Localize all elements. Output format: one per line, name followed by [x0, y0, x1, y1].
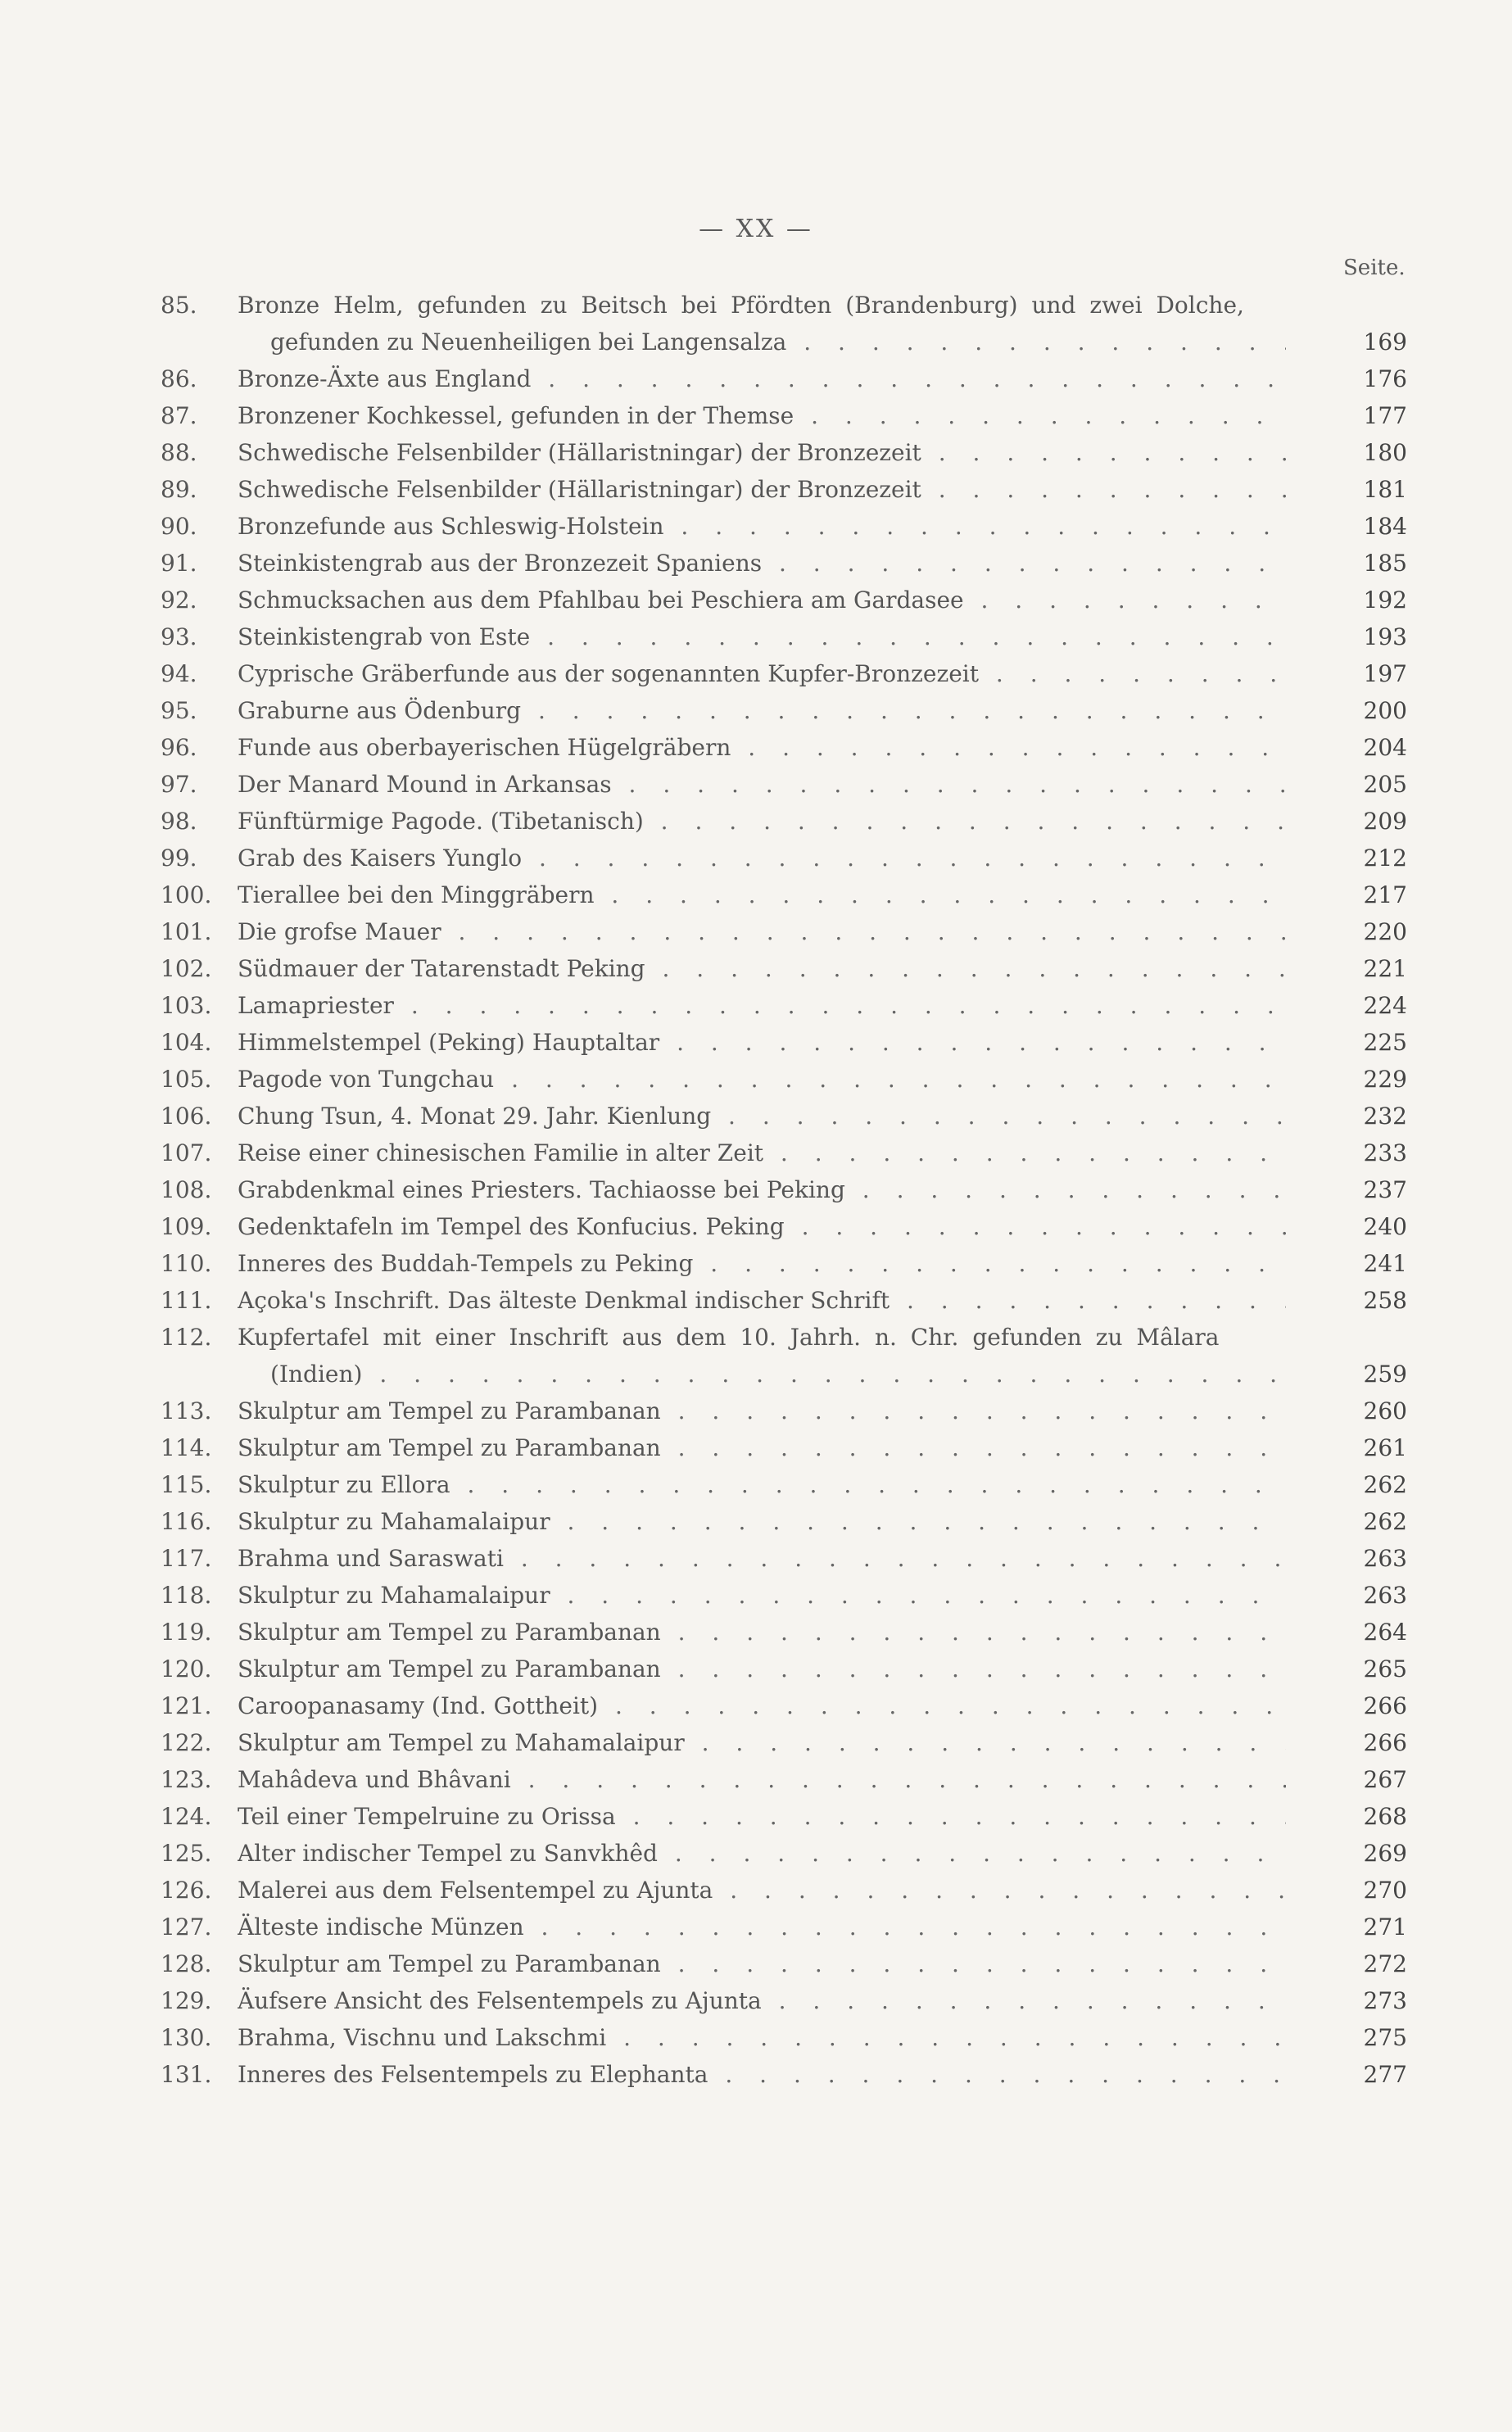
entry-page-number: 233: [1363, 1139, 1407, 1166]
entry-page-number: 273: [1363, 1987, 1407, 2014]
entry-number: 131.: [161, 2061, 212, 2088]
entry-number: 97.: [161, 771, 197, 798]
toc-entry: [0, 1651, 1512, 1687]
entry-page-number: 266: [1363, 1692, 1407, 1719]
entry-title: Skulptur am Tempel zu Parambanan . . .: [238, 1393, 1286, 1429]
entry-page-number: 269: [1363, 1840, 1407, 1867]
toc-entry: [0, 508, 1512, 545]
entry-page-number: 270: [1363, 1877, 1407, 1904]
toc-entry: [0, 692, 1512, 729]
toc-entry: [0, 1393, 1512, 1429]
entry-number: 109.: [161, 1213, 212, 1240]
toc-entry: [0, 876, 1512, 913]
entry-title: Steinkistengrab von Este . . .: [238, 618, 1286, 655]
page-column-label: Seite.: [1343, 256, 1406, 280]
entry-number: 121.: [161, 1692, 212, 1719]
entry-number: 94.: [161, 660, 197, 687]
entry-number: 103.: [161, 992, 212, 1019]
entry-number: 122.: [161, 1729, 212, 1756]
entry-title: Tierallee bei den Minggräbern . . .: [238, 876, 1286, 913]
toc-entry: [0, 1208, 1512, 1245]
entry-page-number: 265: [1363, 1655, 1407, 1682]
entry-page-number: 193: [1363, 623, 1407, 650]
entry-page-number: 259: [1363, 1361, 1407, 1388]
entry-number: 128.: [161, 1950, 212, 1977]
entry-title: Bronzefunde aus Schleswig-Holstein . . .: [238, 508, 1286, 545]
entry-page-number: 263: [1363, 1582, 1407, 1609]
toc-entry: [0, 729, 1512, 766]
toc-entry: [0, 1687, 1512, 1724]
entry-page-number: 209: [1363, 808, 1407, 835]
entry-page-number: 185: [1363, 550, 1407, 577]
entry-title: Graburne aus Ödenburg . . .: [238, 692, 1286, 729]
toc-entry: [0, 950, 1512, 987]
toc-entry: [0, 397, 1512, 434]
toc-entry: [0, 655, 1512, 692]
entry-number: 120.: [161, 1655, 212, 1682]
entry-page-number: 241: [1363, 1250, 1407, 1277]
entry-title: Der Manard Mound in Arkansas . . .: [238, 766, 1286, 803]
toc-entry: [0, 1503, 1512, 1540]
entry-title: Steinkistengrab aus der Bronzezeit Spaniens . . .: [238, 545, 1286, 582]
entry-title-line2: (Indien) . . .: [270, 1356, 1286, 1393]
entry-title-line2: gefunden zu Neuenheiligen bei Langensalza . . .: [270, 324, 1286, 360]
entry-page-number: 204: [1363, 734, 1407, 761]
entry-page-number: 225: [1363, 1029, 1407, 1056]
entry-page-number: 200: [1363, 697, 1407, 724]
toc-entry: [0, 1798, 1512, 1835]
toc-entry: [0, 2056, 1512, 2093]
toc-entry: [0, 1024, 1512, 1061]
toc-entry: [0, 1872, 1512, 1909]
entry-page-number: 181: [1363, 476, 1407, 503]
toc-entry: [0, 840, 1512, 876]
entry-page-number: 262: [1363, 1471, 1407, 1498]
entry-page-number: 169: [1363, 328, 1407, 356]
entry-number: 105.: [161, 1066, 212, 1093]
entry-page-number: 205: [1363, 771, 1407, 798]
entry-number: 90.: [161, 513, 197, 540]
toc-entry: [0, 1945, 1512, 1982]
toc-entry: [0, 803, 1512, 840]
entry-title: Älteste indische Münzen . . .: [238, 1909, 1286, 1945]
entry-page-number: 192: [1363, 586, 1407, 614]
entry-number: 124.: [161, 1803, 212, 1830]
entry-page-number: 261: [1363, 1434, 1407, 1461]
entry-title: Malerei aus dem Felsentempel zu Ajunta . . .: [238, 1872, 1286, 1909]
entry-page-number: 212: [1363, 845, 1407, 872]
toc-entry: [0, 1614, 1512, 1651]
entry-title: Lamapriester . . .: [238, 987, 1286, 1024]
entry-title-line1: Kupfertafel mit einer Inschrift aus dem 10. Jahrh. n. Chr. gefunden zu Mâlara: [238, 1324, 1220, 1351]
entry-page-number: 237: [1363, 1176, 1407, 1203]
toc-entry: [0, 1835, 1512, 1872]
entry-number: 100.: [161, 881, 212, 908]
entry-title: Cyprische Gräberfunde aus der sogenannten Kupfer-Bronzezeit . . .: [238, 655, 1286, 692]
entry-title: Skulptur zu Ellora . . .: [238, 1466, 1286, 1503]
entry-title: Funde aus oberbayerischen Hügelgräbern . . .: [238, 729, 1286, 766]
entry-title: Die grofse Mauer . . .: [238, 913, 1286, 950]
entry-title: Skulptur am Tempel zu Parambanan . . .: [238, 1945, 1286, 1982]
entry-number: 116.: [161, 1508, 212, 1535]
entry-number: 107.: [161, 1139, 212, 1166]
toc-entry: [0, 1761, 1512, 1798]
entry-title: Schwedische Felsenbilder (Hällaristningar) der Bronzezeit . . .: [238, 434, 1286, 471]
toc-entry: [0, 1245, 1512, 1282]
entry-number: 98.: [161, 808, 197, 835]
toc-entry: [0, 471, 1512, 508]
entry-page-number: 260: [1363, 1397, 1407, 1424]
toc-entry: [0, 1429, 1512, 1466]
entry-page-number: 263: [1363, 1545, 1407, 1572]
entry-title: Pagode von Tungchau . . .: [238, 1061, 1286, 1098]
entry-number: 118.: [161, 1582, 212, 1609]
entry-number: 123.: [161, 1766, 212, 1793]
entry-title: Alter indischer Tempel zu Sanvkhêd . . .: [238, 1835, 1286, 1872]
entry-page-number: 267: [1363, 1766, 1407, 1793]
entry-title: Mahâdeva und Bhâvani . . .: [238, 1761, 1286, 1798]
entry-page-number: 232: [1363, 1103, 1407, 1130]
entry-title: Skulptur zu Mahamalaipur . . .: [238, 1503, 1286, 1540]
entry-page-number: 277: [1363, 2061, 1407, 2088]
entry-title: Skulptur am Tempel zu Parambanan . . .: [238, 1429, 1286, 1466]
toc-entry: [0, 1982, 1512, 2019]
toc-entry: [0, 287, 1512, 360]
toc-entry: [0, 434, 1512, 471]
toc-entry: [0, 987, 1512, 1024]
entry-title: Inneres des Felsentempels zu Elephanta . . .: [238, 2056, 1286, 2093]
toc-entry: [0, 1319, 1512, 1393]
toc-entry: [0, 1171, 1512, 1208]
entry-page-number: 217: [1363, 881, 1407, 908]
entry-number: 99.: [161, 845, 197, 872]
entry-number: 108.: [161, 1176, 212, 1203]
toc-entry: [0, 1098, 1512, 1134]
toc-entry: [0, 618, 1512, 655]
toc-entry: [0, 582, 1512, 618]
entry-number: 127.: [161, 1913, 212, 1941]
entry-number: 93.: [161, 623, 197, 650]
entry-number: 115.: [161, 1471, 212, 1498]
entry-title: Südmauer der Tatarenstadt Peking . . .: [238, 950, 1286, 987]
entry-title: Reise einer chinesischen Familie in alter Zeit . . .: [238, 1134, 1286, 1171]
entry-number: 96.: [161, 734, 197, 761]
toc-entry: [0, 1724, 1512, 1761]
entry-page-number: 275: [1363, 2024, 1407, 2051]
entry-title: Skulptur zu Mahamalaipur . . .: [238, 1577, 1286, 1614]
entry-number: 114.: [161, 1434, 212, 1461]
entry-number: 113.: [161, 1397, 212, 1424]
entry-title: Skulptur am Tempel zu Parambanan . . .: [238, 1651, 1286, 1687]
entry-number: 110.: [161, 1250, 212, 1277]
toc-entry: [0, 545, 1512, 582]
entry-page-number: 177: [1363, 402, 1407, 429]
toc-entry: [0, 1466, 1512, 1503]
entry-number: 126.: [161, 1877, 212, 1904]
toc-entry: [0, 2019, 1512, 2056]
entry-page-number: 184: [1363, 513, 1407, 540]
entry-title: Inneres des Buddah-Tempels zu Peking . . .: [238, 1245, 1286, 1282]
toc-entry: [0, 766, 1512, 803]
entry-number: 106.: [161, 1103, 212, 1130]
toc-entry: [0, 1540, 1512, 1577]
entry-title-line1: Bronze Helm, gefunden zu Beitsch bei Pfördten (Brandenburg) und zwei Dolche,: [238, 292, 1244, 319]
entry-number: 111.: [161, 1287, 212, 1314]
entry-number: 119.: [161, 1619, 212, 1646]
entry-title: Himmelstempel (Peking) Hauptaltar . . .: [238, 1024, 1286, 1061]
page-number: — XX —: [699, 215, 813, 243]
entry-number: 92.: [161, 586, 197, 614]
entry-page-number: 266: [1363, 1729, 1407, 1756]
entry-title: Chung Tsun, 4. Monat 29. Jahr. Kienlung . . .: [238, 1098, 1286, 1134]
entry-page-number: 224: [1363, 992, 1407, 1019]
entry-number: 85.: [161, 292, 197, 319]
entry-number: 117.: [161, 1545, 212, 1572]
entry-title: Brahma, Vischnu und Lakschmi . . .: [238, 2019, 1286, 2056]
toc-entry: [0, 1577, 1512, 1614]
entry-page-number: 262: [1363, 1508, 1407, 1535]
entry-page-number: 268: [1363, 1803, 1407, 1830]
toc-entry: [0, 360, 1512, 397]
entry-page-number: 264: [1363, 1619, 1407, 1646]
toc-entry: [0, 1282, 1512, 1319]
toc-entry: [0, 1061, 1512, 1098]
entry-title: Äufsere Ansicht des Felsentempels zu Ajunta . . .: [238, 1982, 1286, 2019]
entry-page-number: 197: [1363, 660, 1407, 687]
entry-page-number: 176: [1363, 365, 1407, 392]
entry-number: 91.: [161, 550, 197, 577]
entry-number: 101.: [161, 918, 212, 945]
entry-number: 125.: [161, 1840, 212, 1867]
table-of-contents: [0, 287, 1512, 2093]
entry-number: 112.: [161, 1324, 212, 1351]
entry-page-number: 272: [1363, 1950, 1407, 1977]
entry-title: Schmucksachen aus dem Pfahlbau bei Peschiera am Gardasee . . .: [238, 582, 1286, 618]
entry-title: Skulptur am Tempel zu Parambanan . . .: [238, 1614, 1286, 1651]
entry-page-number: 258: [1363, 1287, 1407, 1314]
entry-title: Grab des Kaisers Yunglo . . .: [238, 840, 1286, 876]
entry-page-number: 180: [1363, 439, 1407, 466]
entry-page-number: 220: [1363, 918, 1407, 945]
entry-number: 102.: [161, 955, 212, 982]
entry-page-number: 229: [1363, 1066, 1407, 1093]
entry-number: 89.: [161, 476, 197, 503]
entry-number: 95.: [161, 697, 197, 724]
entry-number: 129.: [161, 1987, 212, 2014]
entry-title: Schwedische Felsenbilder (Hällaristningar) der Bronzezeit . . .: [238, 471, 1286, 508]
entry-title: Grabdenkmal eines Priesters. Tachiaosse bei Peking . . .: [238, 1171, 1286, 1208]
entry-title: Caroopanasamy (Ind. Gottheit) . . .: [238, 1687, 1286, 1724]
entry-number: 130.: [161, 2024, 212, 2051]
entry-number: 88.: [161, 439, 197, 466]
toc-entry: [0, 1134, 1512, 1171]
entry-title: Bronzener Kochkessel, gefunden in der Themse . . .: [238, 397, 1286, 434]
entry-page-number: 221: [1363, 955, 1407, 982]
entry-title: Teil einer Tempelruine zu Orissa . . .: [238, 1798, 1286, 1835]
toc-entry: [0, 1909, 1512, 1945]
entry-title: Gedenktafeln im Tempel des Konfucius. Peking . . .: [238, 1208, 1286, 1245]
entry-page-number: 240: [1363, 1213, 1407, 1240]
entry-number: 87.: [161, 402, 197, 429]
entry-title: Fünftürmige Pagode. (Tibetanisch) . . .: [238, 803, 1286, 840]
entry-number: 104.: [161, 1029, 212, 1056]
toc-entry: [0, 913, 1512, 950]
entry-title: Bronze-Äxte aus England . . .: [238, 360, 1286, 397]
entry-title: Skulptur am Tempel zu Mahamalaipur . . .: [238, 1724, 1286, 1761]
entry-title: Açoka's Inschrift. Das älteste Denkmal indischer Schrift . . .: [238, 1282, 1286, 1319]
entry-title: Brahma und Saraswati . . .: [238, 1540, 1286, 1577]
entry-number: 86.: [161, 365, 197, 392]
entry-page-number: 271: [1363, 1913, 1407, 1941]
